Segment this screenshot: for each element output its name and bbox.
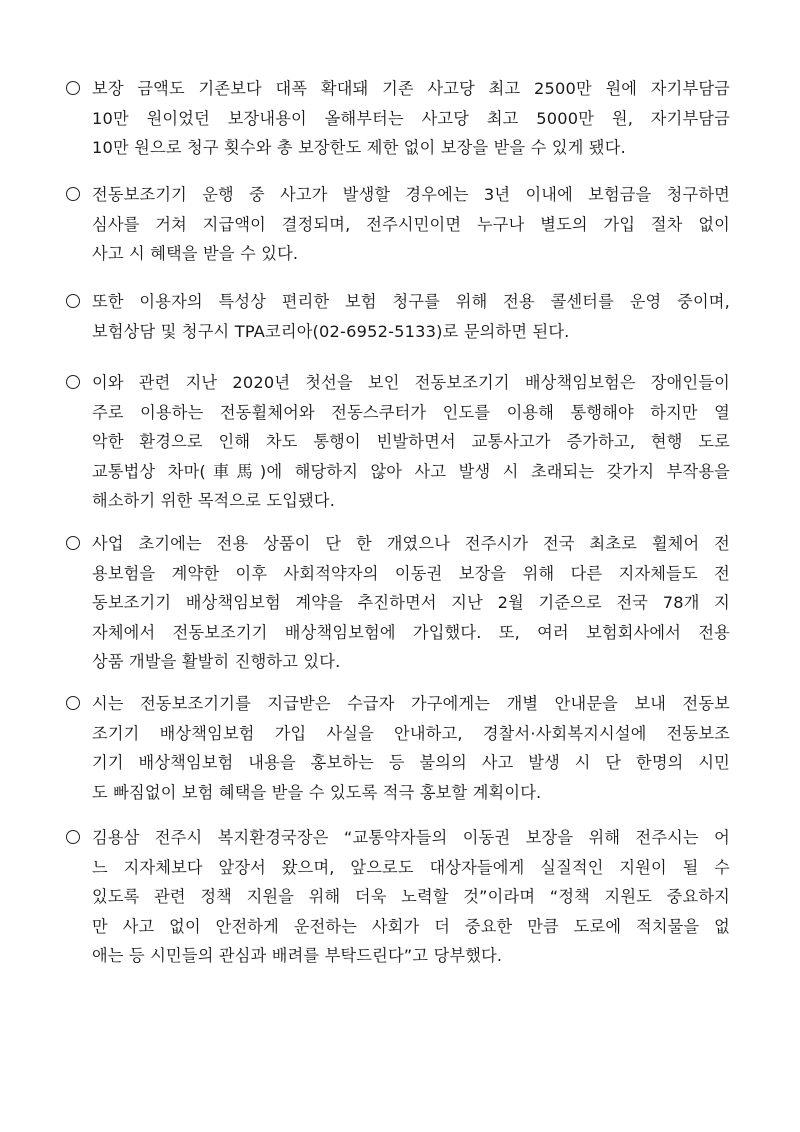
text-line: 10만 원이었던 보장내용이 올해부터는 사고당 최고 5000만 원, 자기부담금 [92, 108, 730, 128]
paragraph-background [66, 368, 730, 516]
text-line: 있도록 관련 정책 지원을 위해 더욱 노력할 것”이라며 “정책 지원도 중요하지 [92, 887, 730, 906]
text-line: 악한 환경으로 인해 차도 통행이 빈발하면서 교통사고가 증가하고, 현행 도로 [92, 432, 730, 451]
text-line: 애는 등 시민들의 관심과 배려를 부탁드린다”고 당부했다. [92, 946, 503, 965]
text-line: 교통법상 차마(車馬)에 해당하지 않아 사고 발생 시 초래되는 갖가지 부작용을 [92, 461, 730, 481]
text-line: 동보조기기 배상책임보험 계약을 추진하면서 지난 2월 기준으로 전국 78개 지 [92, 593, 730, 612]
hollow-circle-bullet-icon [66, 187, 80, 201]
paragraph-text [92, 529, 730, 677]
hollow-circle-bullet-icon [66, 294, 80, 308]
text-line: 전동보조기기 운행 중 사고가 발생할 경우에는 3년 이내에 보험금을 청구하면 [92, 185, 730, 204]
paragraph-text [92, 287, 730, 346]
text-line: 도 빠짐없이 보험 혜택을 받을 수 있도록 적극 홍보할 계획이다. [92, 782, 542, 802]
paragraph-promotion-plan [66, 689, 730, 807]
text-line: 보장 금액도 기존보다 대폭 확대돼 기존 사고당 최고 2500만 원에 자기부담금 [92, 79, 730, 98]
text-line: 김용삼 전주시 복지환경국장은 “교통약자들의 이동권 보장을 위해 전주시는 어 [92, 828, 730, 847]
text-line: 조기기 배상책임보험 가입 사실을 안내하고, 경찰서·사회복지시설에 전동보조 [92, 723, 730, 743]
text-line: 사고 시 혜택을 받을 수 있다. [92, 244, 299, 263]
text-line: 용보험을 계약한 이후 사회적약자의 이동권 보장을 위해 다른 지자체들도 전 [92, 563, 730, 583]
text-line: 사업 초기에는 전용 상품이 단 한 개였으나 전주시가 전국 최초로 휠체어 전 [92, 534, 730, 553]
paragraph-text [92, 689, 730, 807]
paragraph-coverage-amount [66, 74, 730, 163]
hollow-circle-bullet-icon [66, 830, 80, 844]
text-line: 기기 배상책임보험 내용을 홍보하는 등 불의의 사고 발생 시 단 한명의 시민 [92, 753, 730, 772]
paragraph-call-center [66, 287, 730, 346]
paragraph-expansion [66, 529, 730, 677]
text-line: 또한 이용자의 특성상 편리한 보험 청구를 위해 전용 콜센터를 운영 중이며, [92, 292, 730, 311]
paragraph-text [92, 74, 730, 163]
text-line: 10만 원으로 청구 횟수와 총 보장한도 제한 없이 보장을 받을 수 있게 됐다. [92, 138, 626, 157]
paragraph-text [92, 180, 730, 269]
paragraph-text [92, 368, 730, 516]
text-line: 이와 관련 지난 2020년 첫선을 보인 전동보조기기 배상책임보험은 장애인들이 [92, 373, 730, 392]
text-line: 보험상담 및 청구시 TPA코리아(02-6952-5133)로 문의하면 된다. [92, 321, 570, 341]
hollow-circle-bullet-icon [66, 81, 80, 95]
hollow-circle-bullet-icon [66, 375, 80, 389]
text-line: 심사를 거쳐 지급액이 결정되며, 전주시민이면 누구나 별도의 가입 절차 없이 [92, 214, 730, 234]
hollow-circle-bullet-icon [66, 696, 80, 710]
text-line: 자체에서 전동보조기기 배상책임보험에 가입했다. 또, 여러 보험회사에서 전용 [92, 622, 730, 642]
text-line: 상품 개발을 활발히 진행하고 있다. [92, 652, 341, 671]
text-line: 만 사고 없이 안전하게 운전하는 사회가 더 중요한 만큼 도로에 적치물을 없 [92, 916, 730, 936]
hollow-circle-bullet-icon [66, 536, 80, 550]
text-line: 시는 전동보조기기를 지급받은 수급자 가구에게는 개별 안내문을 보내 전동보 [92, 694, 730, 713]
text-line: 느 지자체보다 앞장서 왔으며, 앞으로도 대상자들에게 실질적인 지원이 될 수 [92, 857, 730, 877]
paragraph-text [92, 823, 730, 971]
text-line: 해소하기 위한 목적으로 도입됐다. [92, 491, 336, 510]
paragraph-claim-procedure [66, 180, 730, 269]
text-line: 주로 이용하는 전동휠체어와 전동스쿠터가 인도를 이용해 통행해야 하지만 열 [92, 402, 730, 422]
paragraph-director-quote [66, 823, 730, 971]
